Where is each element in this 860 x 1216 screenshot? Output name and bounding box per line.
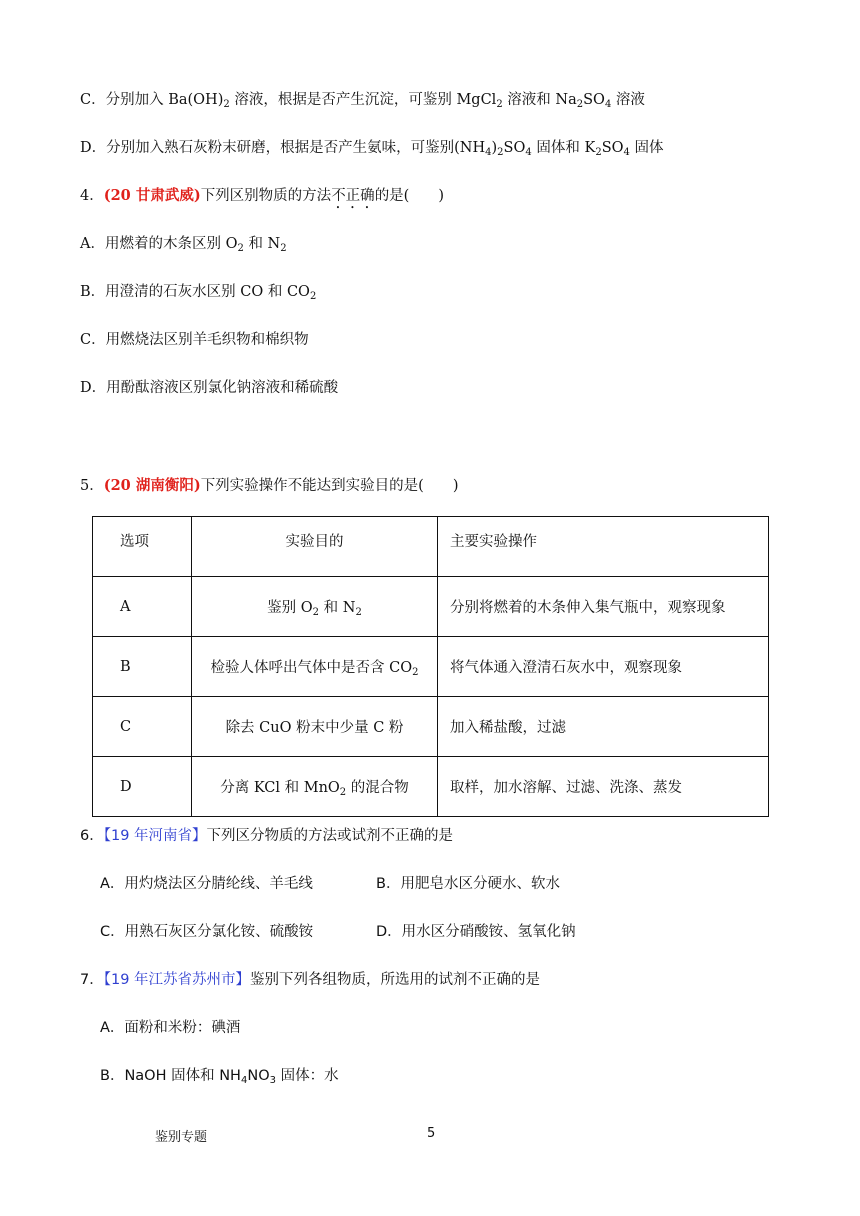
subscript: 2 xyxy=(237,243,244,254)
question-source: 【19 年河南省】 xyxy=(103,828,207,844)
page-number: 5 xyxy=(427,1126,436,1141)
subscript: 2 xyxy=(312,607,320,618)
emphasized-text: 不正确 xyxy=(331,188,375,204)
subscript: 2 xyxy=(576,99,584,110)
q6-option-c: C．用熟石灰区分氯化铵、硫酸铵 xyxy=(100,924,314,940)
table-cell-purpose xyxy=(192,757,438,817)
subscript: 2 xyxy=(280,243,287,254)
q3-option-d xyxy=(80,138,664,158)
q3-option-d-text: SO xyxy=(503,140,526,156)
subscript: 4 xyxy=(623,147,630,158)
footer-title: 鉴别专题 xyxy=(155,1130,208,1145)
q3-option-c xyxy=(80,90,645,110)
question-text: 鉴别下列各组物质，所选用的试剂不正确的是 xyxy=(250,972,541,988)
q3-option-c-text: 溶液，根据是否产生沉淀，可鉴别 MgCl xyxy=(229,92,497,108)
cell-text: 和 N xyxy=(319,600,356,616)
question-number: 7． xyxy=(80,972,104,988)
table-cell-option: C xyxy=(93,697,192,757)
table-cell-purpose xyxy=(192,637,438,697)
q6-option-d: D．用水区分硝酸铵、氢氧化钠 xyxy=(376,924,576,940)
subscript: 4 xyxy=(485,147,492,158)
subscript: 2 xyxy=(339,787,347,798)
q4-option-d: D．用酚酞溶液区别氯化钠溶液和稀硫酸 xyxy=(80,380,339,396)
question-source: (20 甘肃武威) xyxy=(103,187,201,204)
subscript: 4 xyxy=(604,99,612,110)
table-cell-operation: 将气体通入澄清石灰水中，观察现象 xyxy=(438,637,769,697)
q4-option-a xyxy=(80,234,287,254)
q6-stem xyxy=(80,826,453,846)
table-header-cell: 主要实验操作 xyxy=(438,517,769,577)
cell-text: 分离 KCl 和 MnO xyxy=(220,780,340,796)
question-number: 5． xyxy=(80,478,104,494)
q4-option-c: C．用燃烧法区别羊毛织物和棉织物 xyxy=(80,332,309,348)
subscript: 3 xyxy=(269,1075,276,1086)
q3-option-d-text: 固体和 K xyxy=(531,140,596,156)
question-text: 下列实验操作不能达到实验目的是( ) xyxy=(200,478,459,494)
option-text: 固体：水 xyxy=(275,1068,339,1084)
table-row xyxy=(93,757,769,817)
table-cell-option: A xyxy=(93,577,192,637)
q3-option-c-text: SO xyxy=(583,92,605,108)
q6-options-row-2 xyxy=(100,922,576,942)
table-header-cell: 选项 xyxy=(93,517,192,577)
option-text: A．用燃着的木条区别 O xyxy=(80,236,238,252)
table-cell-purpose xyxy=(192,697,438,757)
table-cell-operation: 取样，加水溶解、过滤、洗涤、蒸发 xyxy=(438,757,769,817)
q5-table xyxy=(92,516,769,817)
subscript: 4 xyxy=(525,147,532,158)
q3-option-c-text: 溶液和 Na xyxy=(502,92,577,108)
q7-stem xyxy=(80,970,540,990)
subscript: 2 xyxy=(496,99,503,110)
subscript: 2 xyxy=(595,147,602,158)
q6-option-a: A．用灼烧法区分腈纶线、羊毛线 xyxy=(100,876,313,892)
table-header-cell: 实验目的 xyxy=(192,517,438,577)
table-row xyxy=(93,637,769,697)
q4-option-b xyxy=(80,282,316,302)
cell-text: 鉴别 O xyxy=(267,600,313,616)
cell-text: 的混合物 xyxy=(346,780,409,796)
subscript: 2 xyxy=(309,291,317,302)
question-text: 下列区分物质的方法或试剂不正确的是 xyxy=(206,828,454,844)
subscript: 2 xyxy=(497,147,504,158)
q5-stem xyxy=(80,476,459,496)
option-text: B．NaOH 固体和 NH xyxy=(100,1068,241,1084)
q3-option-d-text: SO xyxy=(601,140,624,156)
q6-option-b: B．用肥皂水区分硬水、软水 xyxy=(376,876,560,892)
table-cell-purpose xyxy=(192,577,438,637)
q3-option-d-text: 固体 xyxy=(629,140,664,156)
table-header-row xyxy=(93,517,769,577)
option-text: 和 N xyxy=(243,236,281,252)
table-cell-option: B xyxy=(93,637,192,697)
subscript: 2 xyxy=(412,667,419,678)
table-cell-operation: 分别将燃着的木条伸入集气瓶中，观察现象 xyxy=(438,577,769,637)
question-number: 4． xyxy=(80,188,104,204)
q7-option-a: A．面粉和米粉：碘酒 xyxy=(100,1020,241,1036)
subscript: 2 xyxy=(223,99,230,110)
question-number: 6． xyxy=(80,828,104,844)
question-text: 下列区别物质的方法 xyxy=(200,188,332,204)
q3-option-d-text: ) xyxy=(491,140,498,156)
q3-option-c-text: 溶液 xyxy=(611,92,645,108)
q3-option-d-text: D．分别加入熟石灰粉末研磨，根据是否产生氨味，可鉴别(NH xyxy=(80,140,486,156)
subscript: 4 xyxy=(240,1075,248,1086)
q7-option-b xyxy=(100,1066,339,1086)
subscript: 2 xyxy=(355,607,362,618)
question-source: 【19 年江苏省苏州市】 xyxy=(103,972,251,988)
table-cell-operation: 加入稀盐酸，过滤 xyxy=(438,697,769,757)
cell-text: 除去 CuO 粉末中少量 C 粉 xyxy=(225,720,404,736)
q4-stem xyxy=(80,186,444,212)
q3-option-c-text: C．分别加入 Ba(OH) xyxy=(80,92,224,108)
q6-options-row-1 xyxy=(100,874,560,894)
question-source: (20 湖南衡阳) xyxy=(103,477,201,494)
option-text: NO xyxy=(247,1068,270,1084)
table-row xyxy=(93,577,769,637)
table-row xyxy=(93,697,769,757)
table-cell-option: D xyxy=(93,757,192,817)
option-text: B．用澄清的石灰水区别 CO 和 CO xyxy=(80,284,310,300)
cell-text: 检验人体呼出气体中是否含 CO xyxy=(210,660,413,676)
question-text: 的是( ) xyxy=(374,188,445,204)
